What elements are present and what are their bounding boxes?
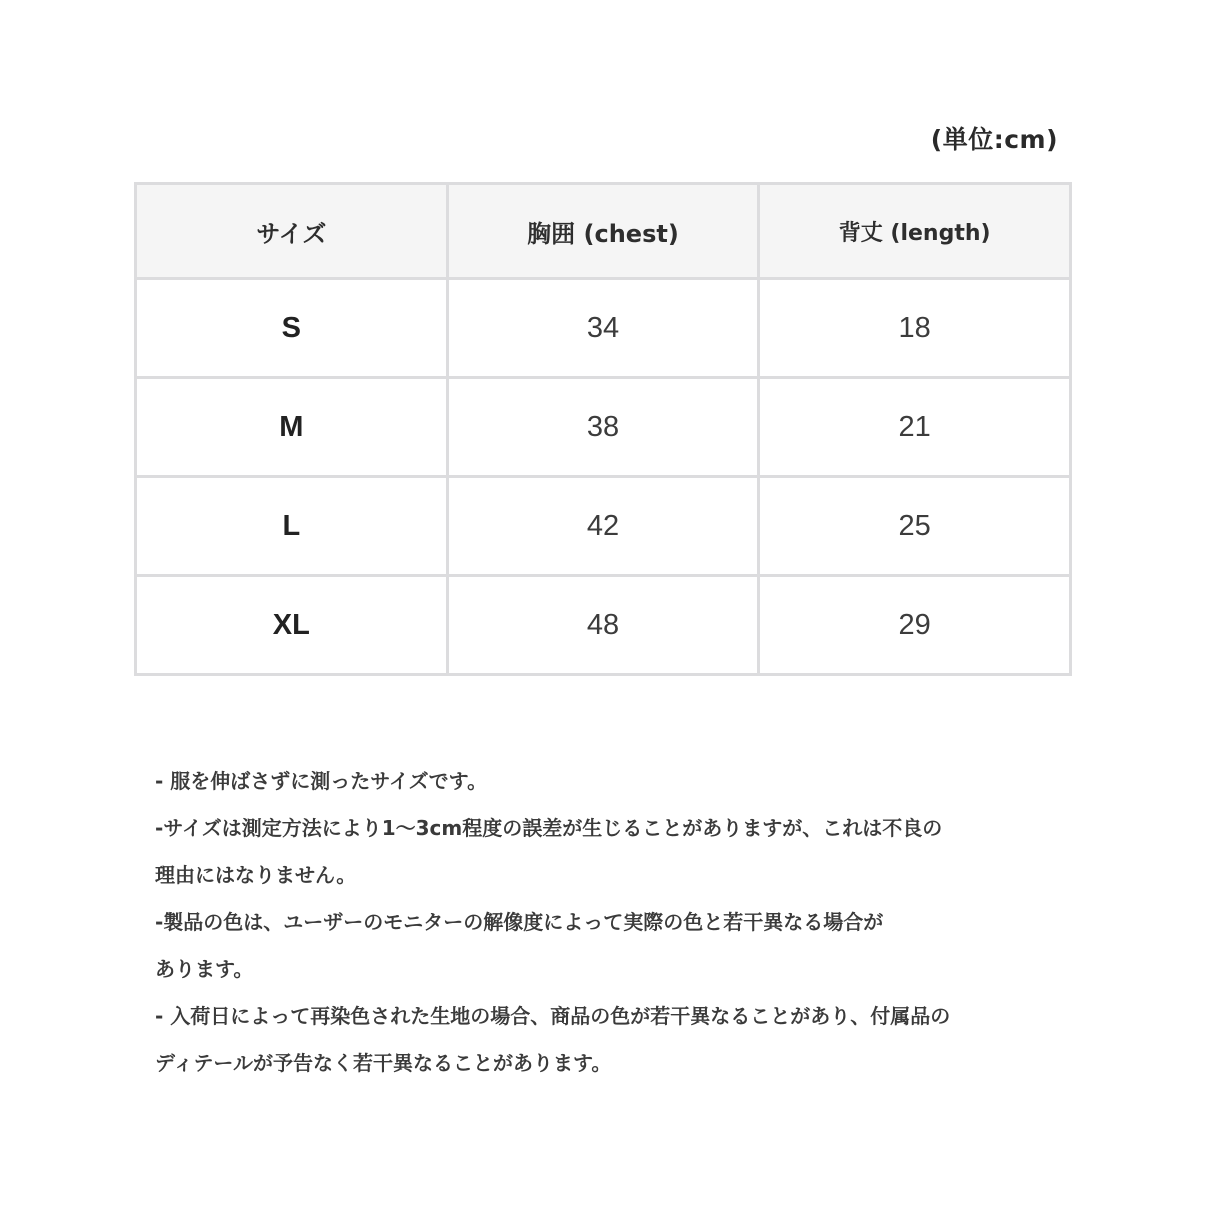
size-cell: XL <box>136 576 448 675</box>
size-cell: L <box>136 477 448 576</box>
length-cell: 21 <box>759 378 1071 477</box>
size-notes <box>155 758 1055 1087</box>
chest-cell: 38 <box>447 378 759 477</box>
note-line: -製品の色は、ユーザーのモニターの解像度によって実際の色と若干異なる場合が <box>155 910 884 934</box>
size-cell: S <box>136 279 448 378</box>
header-size: サイズ <box>136 184 448 279</box>
unit-label: (単位:cm) <box>930 125 1058 154</box>
note-line: ディテールが予告なく若干異なることがあります。 <box>155 1051 612 1075</box>
table-row <box>136 477 1071 576</box>
size-cell: M <box>136 378 448 477</box>
chest-cell: 48 <box>447 576 759 675</box>
chest-cell: 34 <box>447 279 759 378</box>
table-row <box>136 576 1071 675</box>
size-chart-table <box>134 182 1072 676</box>
note-line: あります。 <box>155 957 254 981</box>
table-header-row <box>136 184 1071 279</box>
header-length: 背丈 (length) <box>759 184 1071 279</box>
table-row <box>136 279 1071 378</box>
length-cell: 25 <box>759 477 1071 576</box>
header-chest: 胸囲 (chest) <box>447 184 759 279</box>
note-line: - 入荷日によって再染色された生地の場合、商品の色が若干異なることがあり、付属品の <box>155 1004 951 1028</box>
chest-cell: 42 <box>447 477 759 576</box>
note-line: 理由にはなりません。 <box>155 863 357 887</box>
note-line: -サイズは測定方法により1～3cm程度の誤差が生じることがありますが、これは不良の <box>155 816 943 840</box>
length-cell: 18 <box>759 279 1071 378</box>
table-row <box>136 378 1071 477</box>
note-line: - 服を伸ばさずに測ったサイズです。 <box>155 769 488 793</box>
length-cell: 29 <box>759 576 1071 675</box>
